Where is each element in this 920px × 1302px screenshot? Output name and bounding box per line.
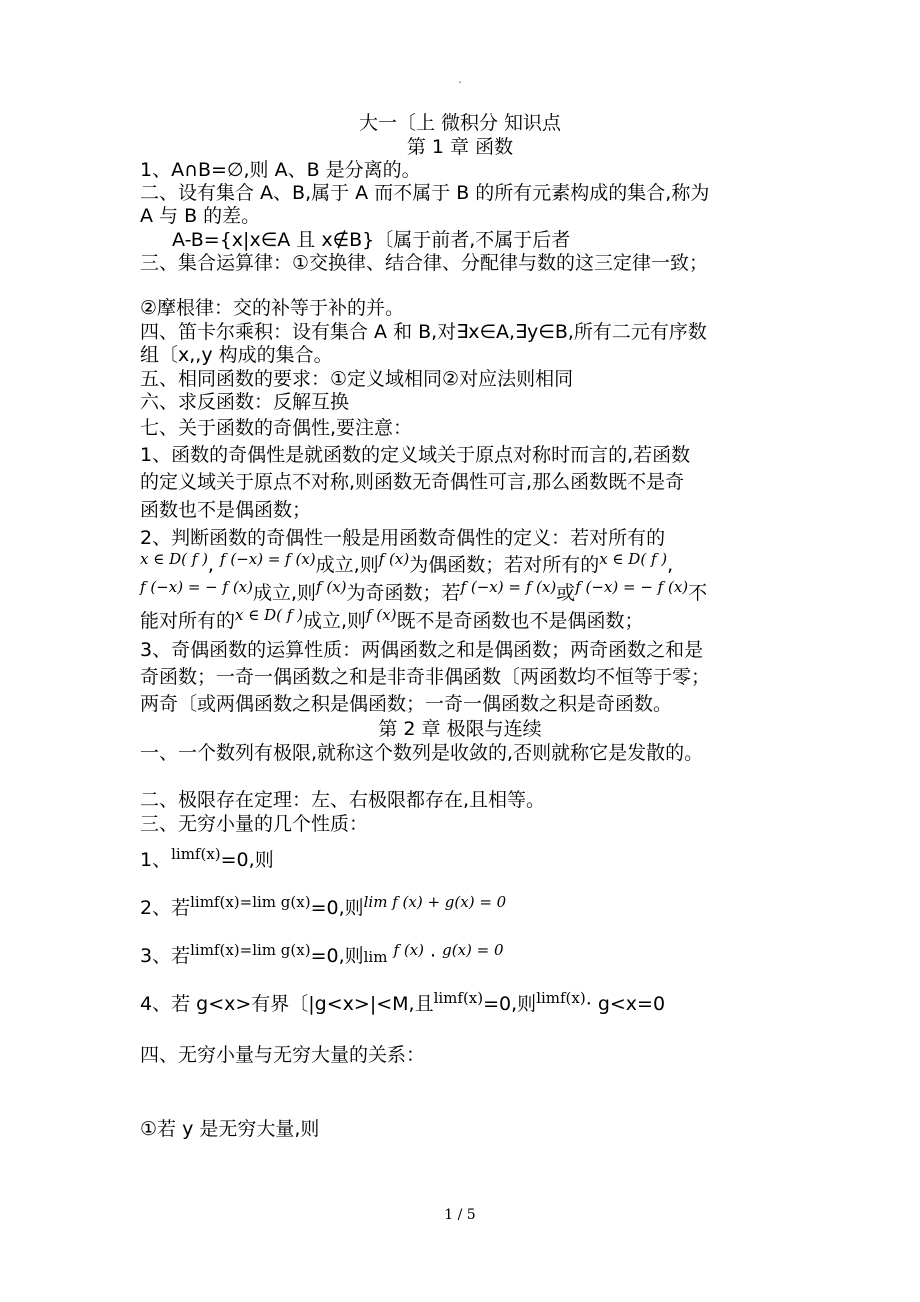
property-4 — [140, 989, 666, 1017]
parity-line-2 — [140, 578, 708, 606]
text-span: 既不是奇函数也不是偶函数； — [396, 610, 644, 632]
math-expr: x ∈ D( f ) — [235, 606, 303, 624]
text-line: 两奇〔或两偶函数之积是偶函数；一奇一偶函数之积是奇函数。 — [140, 693, 673, 715]
math-expr: f (−x) = f (x) — [460, 578, 557, 596]
chapter-2-heading: 第 2 章 极限与连续 — [378, 718, 542, 740]
text-line: 3、奇偶函数的运算性质：两偶函数之和是偶函数；两奇函数之和是 — [140, 639, 704, 661]
text-span: 成立,则 — [302, 610, 366, 632]
text-line: 组〔x,,y 构成的集合。 — [140, 344, 333, 366]
math-expr: limf(x) — [171, 845, 221, 863]
math-expr: f (x) — [393, 941, 424, 959]
text-span: =0,则 — [310, 897, 364, 919]
text-span: 为偶函数；若对所有的 — [409, 554, 600, 576]
text-line: 二、设有集合 A、B,属于 A 而不属于 B 的所有元素构成的集合,称为 — [140, 182, 710, 204]
text-span: 2、若 — [140, 897, 191, 919]
text-line: 的定义域关于原点不对称,则函数无奇偶性可言,那么函数既不是奇 — [140, 471, 685, 493]
math-expr: f (x) — [378, 550, 410, 568]
text-span: 4、若 g<x>有界〔|g<x>|<M,且 — [140, 993, 434, 1015]
text-line: 五、相同函数的要求：①定义域相同②对应法则相同 — [140, 368, 574, 390]
math-expr: f (−x) = f (x) — [220, 550, 316, 568]
chapter-1-heading: 第 1 章 函数 — [406, 136, 514, 158]
property-1 — [140, 845, 274, 873]
math-expr: limf(x) — [433, 989, 484, 1007]
text-span: , — [667, 554, 674, 576]
text-span: =0,则 — [310, 945, 364, 967]
math-expr: lim — [363, 948, 388, 966]
text-span: =0,则 — [220, 849, 274, 871]
math-expr: f (x) — [316, 578, 347, 596]
text-line: 六、求反函数：反解互换 — [140, 391, 350, 413]
text-span: 或 — [556, 582, 576, 604]
text-span: 不 — [688, 582, 708, 604]
text-line: 2、判断函数的奇偶性一般是用函数奇偶性的定义：若对所有的 — [140, 527, 666, 549]
math-expr: f (−x) = − f (x) — [575, 578, 689, 596]
text-line: 七、关于函数的奇偶性,要注意： — [140, 417, 413, 439]
text-line: ②摩根律：交的补等于补的并。 — [140, 297, 405, 319]
parity-line-3 — [140, 606, 644, 634]
math-expr: x ∈ D( f ) — [140, 550, 208, 568]
math-expr: lim f (x) + g(x) = 0 — [363, 893, 507, 911]
text-span: , — [207, 554, 214, 576]
text-line: 函数也不是偶函数； — [140, 499, 312, 521]
text-line: A-B={x|x∈A 且 x∉B}〔属于前者,不属于后者 — [172, 229, 571, 251]
math-expr: g(x) = 0 — [442, 941, 504, 959]
math-expr: lim g(x) — [252, 893, 311, 911]
text-line: 一、一个数列有极限,就称这个数列是收敛的,否则就称它是发散的。 — [140, 742, 704, 764]
math-expr: x ∈ D( f ) — [599, 550, 668, 568]
page-title: 大一〔上 微积分 知识点 — [358, 112, 562, 134]
text-span: · — [430, 945, 437, 967]
text-line: 1、函数的奇偶性是就函数的定义域关于原点对称时而言的,若函数 — [140, 444, 691, 466]
property-3 — [140, 941, 504, 969]
text-span: 成立,则 — [252, 582, 317, 604]
text-line: 1、A∩B=∅,则 A、B 是分离的。 — [140, 159, 421, 181]
text-line: ①若 y 是无穷大量,则 — [140, 1118, 320, 1140]
text-span: 3、若 — [140, 945, 191, 967]
math-expr: limf(x) — [536, 989, 586, 1007]
math-expr: f (−x) = − f (x) — [140, 578, 253, 596]
header-mark: . — [458, 72, 462, 86]
text-span: =0,则 — [483, 993, 537, 1015]
math-expr: lim g(x) — [252, 941, 311, 959]
text-line: 四、笛卡尔乘积：设有集合 A 和 B,对∃x∈A,∃y∈B,所有二元有序数 — [140, 321, 707, 343]
text-span: · g<x=0 — [585, 993, 666, 1015]
math-expr: f (x) — [365, 606, 397, 624]
page-number: 1 / 5 — [444, 1207, 476, 1223]
text-span: 成立,则 — [315, 554, 379, 576]
text-line: A 与 B 的差。 — [140, 205, 261, 227]
parity-line-1 — [140, 550, 674, 578]
text-line: 四、无穷小量与无穷大量的关系： — [140, 1044, 426, 1066]
text-line: 三、集合运算律：①交换律、结合律、分配律与数的这三定律一致； — [140, 252, 709, 274]
math-expr: limf(x)= — [190, 941, 253, 959]
text-line: 三、无穷小量的几个性质： — [140, 813, 369, 835]
text-span: 为奇函数；若 — [346, 582, 461, 604]
math-expr: limf(x)= — [190, 893, 253, 911]
property-2 — [140, 893, 507, 921]
text-line: 二、极限存在定理：左、右极限都存在,且相等。 — [140, 789, 546, 811]
text-span: 1、 — [140, 849, 172, 871]
text-span: 能对所有的 — [140, 610, 236, 632]
text-line: 奇函数；一奇一偶函数之和是非奇非偶函数〔两函数均不恒等于零； — [140, 666, 711, 688]
